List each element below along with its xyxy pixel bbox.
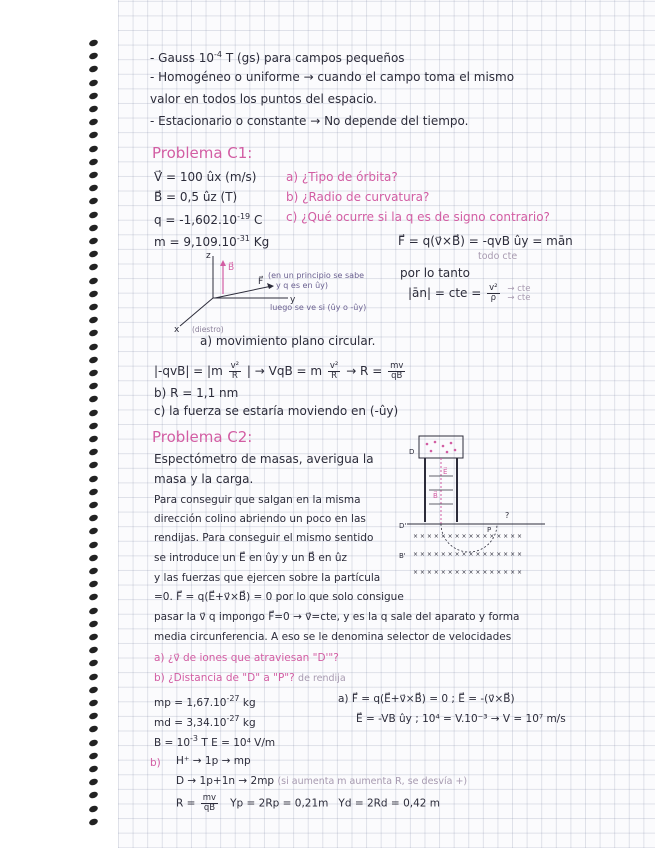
p2-question-b-text: b) ¿Distancia de "D" a "P"? <box>154 672 295 684</box>
p1-charge <box>154 210 262 227</box>
p1-mass-value: m = 9,109.10 <box>154 235 237 249</box>
p2-line-3: dirección colino abriendo un poco en las <box>154 513 366 525</box>
p1-rad-frac3 <box>388 362 405 381</box>
p1-answer-a: a) movimiento plano circular. <box>200 334 376 348</box>
b-arrowhead-icon <box>220 260 226 266</box>
p2-b-equations <box>176 794 440 813</box>
p1-rad-num1: v² <box>230 361 240 371</box>
p2-b-den: qB <box>203 803 216 813</box>
p2-md-unit: kg <box>242 717 256 729</box>
p1-an-cte <box>507 285 530 303</box>
y-label: y <box>290 295 296 305</box>
p2-line-7: =0. F⃗ = q(E⃗+v⃗×B⃗) = 0 por lo que solo consigue <box>154 591 404 603</box>
p1-rad-den2: R <box>331 371 338 381</box>
p2-mp-exp: -27 <box>226 694 240 703</box>
p1-answer-c: c) la fuerza se estaría moviendo en (-ûy) <box>154 404 399 418</box>
gauss-tail: T (gs) para campos pequeños <box>225 51 405 65</box>
p2-line-0: Espectómetro de masas, averigua la <box>154 452 374 466</box>
p1-mass <box>154 232 269 249</box>
p1-rad-num2: v² <box>329 361 339 371</box>
page-margin <box>0 0 118 848</box>
p1-force-equation: F⃗ = q(v⃗×B⃗) = -qvB ûy = mān <box>398 234 573 248</box>
p2-b-yd: Yd = 2Rd = 0,42 m <box>338 797 441 810</box>
p2-line-2: Para conseguir que salgan en la misma <box>154 494 361 506</box>
p2-mp <box>154 692 256 710</box>
p1-rad-part1: |-qvB| = |m <box>154 364 223 378</box>
p2-line-9: media circunferencia. A eso se le denomina selector de velocidades <box>154 631 512 643</box>
p1-an-cte-num: → cte <box>507 283 531 294</box>
p2-b-line2-text: D → 1p+1n → 2mp <box>176 775 275 787</box>
ion-dots <box>426 441 457 454</box>
e-label: E⃗ <box>443 468 448 476</box>
p2-answer-b-label: b) <box>150 757 161 769</box>
p1-force-note: todo cte <box>478 251 518 262</box>
p2-answer-a-1: a) F⃗ = q(E⃗+v⃗×B⃗) = 0 ; E⃗ = -(v⃗×B⃗) <box>338 693 515 705</box>
p2-b-exp: -3 <box>190 734 199 743</box>
p1-question-b: b) ¿Radio de curvatura? <box>286 190 430 204</box>
p1-charge-value: q = -1,602.10 <box>154 213 238 227</box>
p1-rad-frac2 <box>328 362 340 381</box>
p1-mass-unit: Kg <box>253 235 270 249</box>
x-label: x <box>174 325 180 335</box>
p1-question-a: a) ¿Tipo de órbita? <box>286 170 398 184</box>
p2-b-e <box>154 732 275 750</box>
f-arrowhead-icon <box>267 283 274 289</box>
dprime-label: D' <box>399 522 407 530</box>
p2-mp-value: mp = 1,67.10 <box>154 697 227 709</box>
p-label: P <box>487 526 492 534</box>
p2-line-6: y las fuerzas que ejercen sobre la partícula <box>154 572 381 584</box>
p2-b-num: mv <box>202 793 217 803</box>
p1-an-num: v² <box>489 283 498 293</box>
p1-field: B⃗ = 0,5 ûz (T) <box>154 190 238 204</box>
svg-text:× × × × × × × × × × × × × × ×: × × × × × × × × × × × × × × × × <box>413 533 523 540</box>
p2-line-8: pasar la v⃗ q impongo F⃗=0 → v⃗=cte, y es la q sale del aparato y forma <box>154 611 520 623</box>
p2-md-value: md = 3,34.10 <box>154 717 227 729</box>
b-label: B⃗ <box>228 263 235 273</box>
p2-question-b-note: de rendija <box>298 673 346 684</box>
p2-b-r: R = <box>176 797 196 810</box>
diagram-note-1: (en un principio se sabe <box>268 271 365 280</box>
d-label: D <box>409 448 415 456</box>
svg-text:× × × × × × × × × × × × × × ×: × × × × × × × × × × × × × × × × <box>413 551 523 558</box>
p2-line-5: se introduce un E⃗ en ûy y un B⃗ en ûz <box>154 552 347 564</box>
p2-b-value: B = 10 <box>154 737 191 749</box>
p1-radius-equation <box>154 362 407 381</box>
bprime-label: B' <box>399 552 406 560</box>
p2-answer-a-2: E⃗ = -VB ûy ; 10⁴ = V.10⁻³ → V = 10⁷ m/s <box>356 713 566 725</box>
b-field-crosses <box>413 533 522 576</box>
p1-answer-b: b) R = 1,1 nm <box>154 386 239 400</box>
p2-b-frac <box>201 794 218 813</box>
ion-source <box>419 436 463 458</box>
p1-axes-diagram <box>168 248 398 338</box>
p2-b-line1: H⁺ → 1p → mp <box>176 755 251 767</box>
p1-rad-part2: | → VqB = m <box>246 364 323 378</box>
z-label: z <box>206 251 211 261</box>
diestro-label: (diestro) <box>192 325 224 334</box>
p1-rad-den1: R <box>231 371 238 381</box>
diagram-note-2: y q es en ûy) <box>276 281 328 290</box>
svg-text:× × × × × × × × × × × × × × ×: × × × × × × × × × × × × × × × × <box>413 569 523 576</box>
p2-md <box>154 712 256 730</box>
p2-b-line2 <box>176 774 467 789</box>
p2-spectrometer-diagram <box>395 432 555 582</box>
note-homogeneo-2: valor en todos los puntos del espacio. <box>150 92 378 106</box>
p1-rad-frac1 <box>229 362 241 381</box>
p1-an-equation <box>408 284 532 303</box>
p2-md-exp: -27 <box>226 714 240 723</box>
p2-line-1: masa y la carga. <box>154 472 254 486</box>
b-mark: B⃗ <box>433 492 438 500</box>
p2-question-a: a) ¿v⃗ de iones que atraviesan "D'"? <box>154 652 339 664</box>
gauss-exponent: -4 <box>214 50 222 59</box>
p1-an-den: ρ <box>490 293 497 303</box>
p1-rad-part3: → R = <box>346 364 383 378</box>
question-mark: ? <box>505 511 510 520</box>
p1-mass-exp: -31 <box>236 234 250 243</box>
p1-velocity: V⃗ = 100 ûx (m/s) <box>154 170 257 184</box>
x-axis <box>180 298 213 326</box>
p1-an-cte-den: → cte <box>507 292 531 303</box>
problem2-title: Problema C2: <box>152 428 253 446</box>
p1-rad-den3: qB <box>391 371 403 381</box>
p1-an-left: |ān| = cte = <box>408 286 486 300</box>
f-label: F⃗ <box>258 277 264 287</box>
problem1-title: Problema C1: <box>152 144 253 162</box>
p1-rad-num3: mv <box>390 361 404 371</box>
p1-charge-unit: C <box>253 213 263 227</box>
p2-mp-unit: kg <box>242 697 256 709</box>
p2-question-b <box>154 671 346 686</box>
diagram-note-3: luego se ve si (ûy o -ûy) <box>270 303 367 312</box>
p2-b-line2-note: (si aumenta m aumenta R, se desvía +) <box>277 776 468 787</box>
note-gauss <box>150 48 405 65</box>
note-homogeneo-1: - Homogéneo o uniforme → cuando el campo toma el mismo <box>150 70 515 84</box>
p1-charge-exp: -19 <box>237 212 251 221</box>
gauss-text: - Gauss 10 <box>150 51 214 65</box>
note-estacionario: - Estacionario o constante → No depende del tiempo. <box>150 114 469 128</box>
p1-an-fraction <box>487 284 499 303</box>
p2-b-yp: Yp = 2Rp = 0,21m <box>230 797 329 810</box>
p2-e-value: T E = 10⁴ V/m <box>201 737 276 749</box>
p2-line-4: rendijas. Para conseguir el mismo sentido <box>154 532 374 544</box>
p1-por-lo-tanto: por lo tanto <box>400 266 470 280</box>
p1-question-c: c) ¿Qué ocurre si la q es de signo contrario? <box>286 210 550 224</box>
